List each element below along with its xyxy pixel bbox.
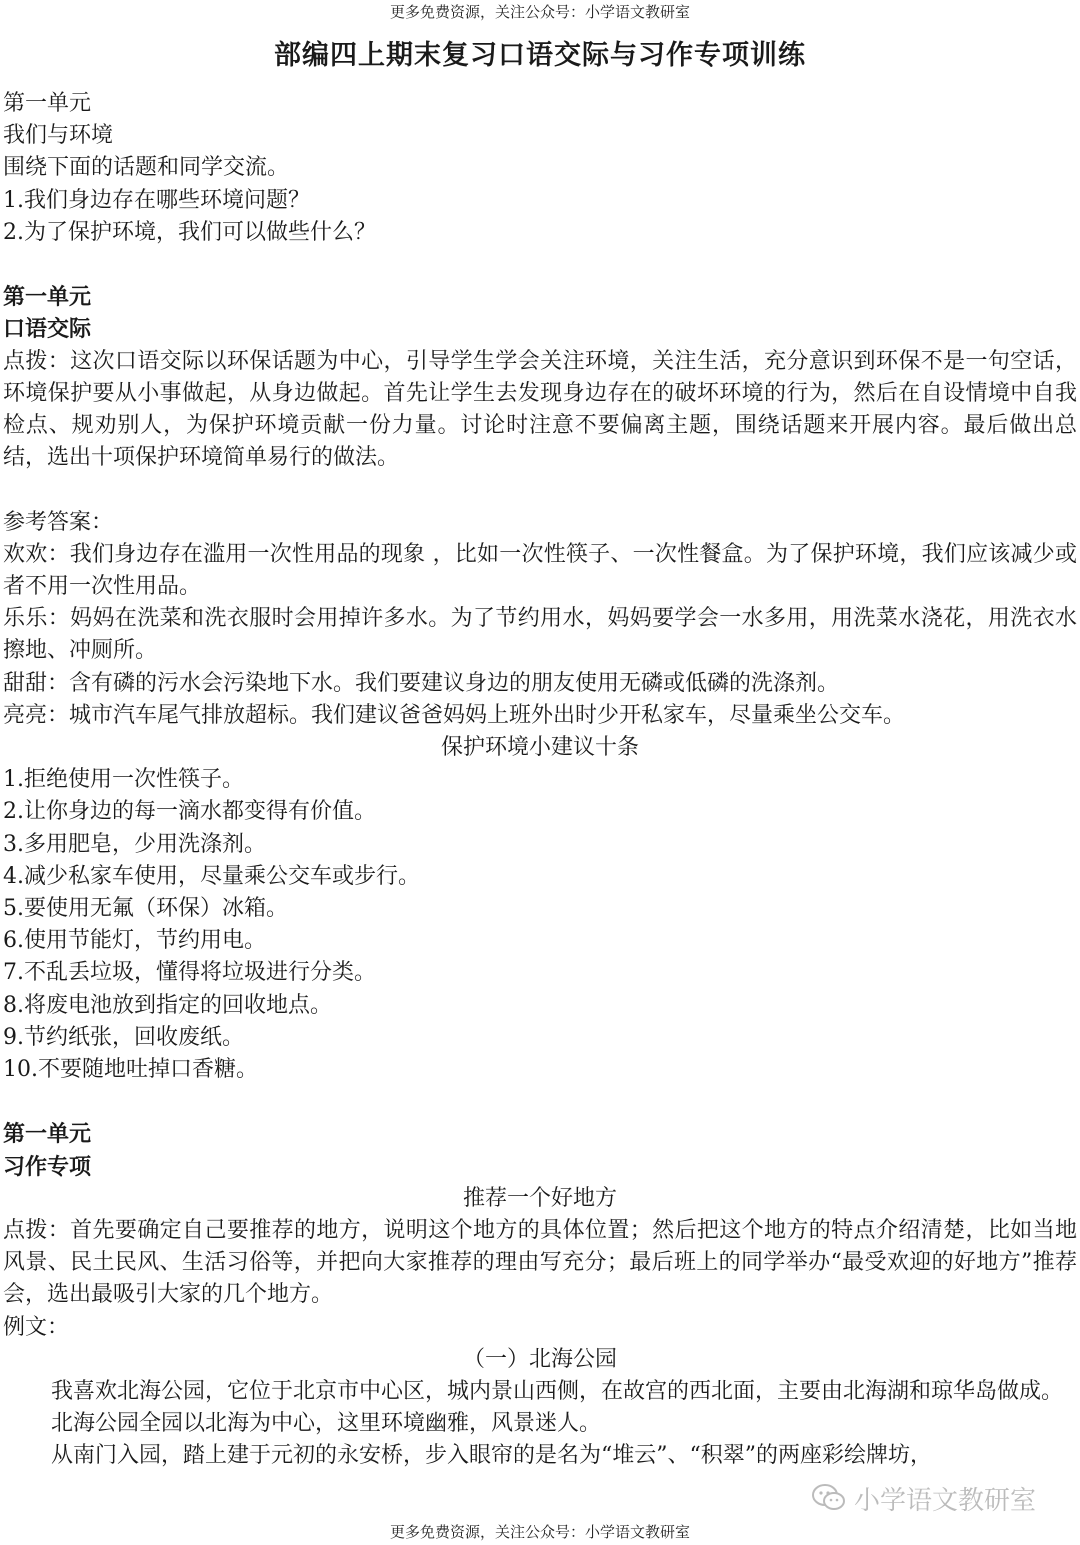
answer-paragraph: 甜甜：含有磷的污水会污染地下水。我们要建议身边的朋友使用无磷或低磷的洗涤剂。	[3, 670, 840, 696]
oral-tip: 点拨：这次口语交际以环保话题为中心，引导学生学会关注环境，关注生活，充分意识到环保不是一句空话，环境保护要从小事做起，从身边做起。首先让学生去发现身边存在的破坏环境的行为，然后在自设情境中自我检点、规劝别人，为保护环境贡献一份力量。讨论时注意不要偏离主题，围绕话题来开展内容。最后做出总结，选出十项保护环境简单易行的做法。	[3, 348, 1077, 471]
writing-section	[3, 1118, 1077, 1472]
example-paragraph: 我喜欢北海公园，它位于北京市中心区，城内景山西侧，在故宫的西北面，主要由北海湖和琼华岛做成。	[51, 1379, 1064, 1405]
intro-question: 2.为了保护环境，我们可以做些什么？	[3, 219, 376, 245]
spacer	[3, 249, 1077, 281]
spacer	[3, 1086, 1077, 1118]
intro-section	[3, 88, 1077, 249]
oral-section	[3, 281, 1077, 1086]
intro-question: 1.我们身边存在哪些环境问题？	[3, 187, 310, 213]
example-paragraph: 从南门入园，踏上建于元初的永安桥，步入眼帘的是名为“堆云”、“积翠”的两座彩绘牌坊，	[51, 1443, 932, 1469]
suggestion-item: 1.拒绝使用一次性筷子。	[3, 767, 244, 793]
example-label: 例文：	[3, 1314, 70, 1340]
watermark	[812, 1478, 1036, 1518]
writing-unit-label: 第一单元	[3, 1121, 92, 1148]
suggestion-item: 7.不乱丢垃圾，懂得将垃圾进行分类。	[3, 960, 376, 986]
example-title: （一）北海公园	[462, 1346, 617, 1372]
example-paragraph: 北海公园全园以北海为中心，这里环境幽雅，风景迷人。	[51, 1411, 602, 1437]
suggestion-item: 4.减少私家车使用，尽量乘公交车或步行。	[3, 863, 420, 889]
watermark-text: 小学语文教研室	[854, 1485, 1037, 1516]
answer-label: 参考答案：	[3, 509, 114, 535]
writing-topic: 推荐一个好地方	[462, 1185, 617, 1211]
wechat-icon	[812, 1483, 846, 1513]
oral-heading: 口语交际	[3, 316, 92, 343]
header-note: 更多免费资源，关注公众号：小学语文教研室	[389, 3, 690, 21]
suggestions-title: 保护环境小建议十条	[440, 735, 639, 761]
intro-topic: 我们与环境	[3, 123, 114, 149]
suggestion-item: 3.多用肥皂，少用洗涤剂。	[3, 831, 266, 857]
writing-heading: 习作专项	[3, 1153, 92, 1180]
answer-paragraph: 亮亮：城市汽车尾气排放超标。我们建议爸爸妈妈上班外出时少开私家车，尽量乘坐公交车。	[3, 702, 906, 728]
suggestion-item: 9.节约纸张，回收废纸。	[3, 1024, 244, 1050]
suggestion-item: 8.将废电池放到指定的回收地点。	[3, 992, 332, 1018]
answer-paragraph: 欢欢：我们身边存在滥用一次性用品的现象 ，比如一次性筷子、一次性餐盒。为了保护环境，我们应该减少或者不用一次性用品。	[3, 541, 1077, 600]
intro-instruction: 围绕下面的话题和同学交流。	[3, 155, 290, 181]
suggestions-list	[3, 764, 1077, 1086]
oral-unit-label: 第一单元	[3, 284, 92, 311]
intro-unit-label: 第一单元	[3, 91, 92, 116]
answer-paragraph: 乐乐：妈妈在洗菜和洗衣服时会用掉许多水。为了节约用水，妈妈要学会一水多用，用洗菜水浇花，用洗衣水擦地、冲厕所。	[3, 606, 1077, 664]
document-body	[3, 88, 1077, 1473]
suggestion-item: 2.让你身边的每一滴水都变得有价值。	[3, 799, 376, 825]
spacer	[3, 474, 1077, 506]
footer-note: 更多免费资源，关注公众号：小学语文教研室	[389, 1523, 690, 1541]
document-title: 部编四上期末复习口语交际与习作专项训练	[274, 40, 806, 71]
suggestion-item: 5.要使用无氟（环保）冰箱。	[3, 896, 288, 922]
writing-tip: 点拨：首先要确定自己要推荐的地方，说明这个地方的具体位置；然后把这个地方的特点介绍清楚，比如当地风景、民土民风、生活习俗等，并把向大家推荐的理由写充分；最后班上的同学举办“最受欢迎的好地方”推荐会，选出最吸引大家的几个地方。	[3, 1218, 1077, 1308]
suggestion-item: 6.使用节能灯，节约用电。	[3, 928, 266, 954]
suggestion-item: 10.不要随地吐掉口香糖。	[3, 1057, 258, 1083]
